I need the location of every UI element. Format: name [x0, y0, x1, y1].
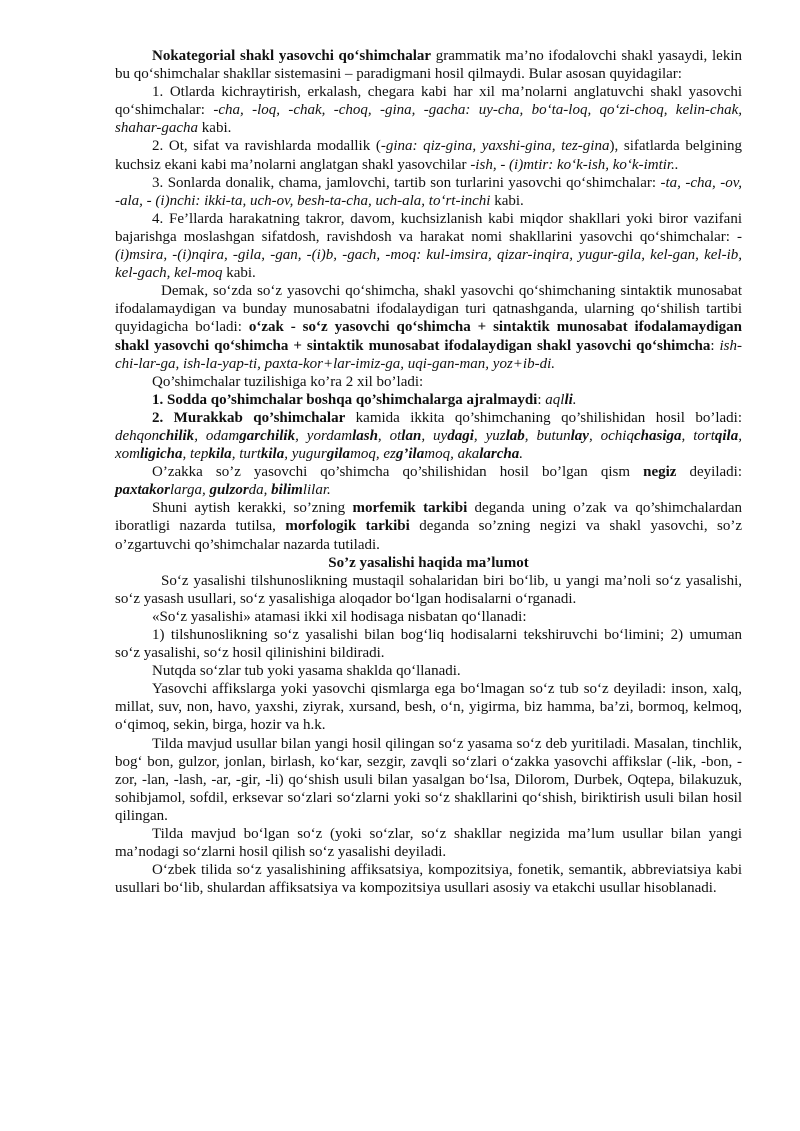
text-run: , yordam — [295, 427, 353, 444]
text-run: moq, ez — [350, 446, 396, 463]
text-run: , uy — [421, 427, 448, 444]
paragraph — [115, 735, 742, 825]
text-run: 1. Sodda qo’shimchalar boshqa qo’shimchalarga ajralmaydi — [152, 391, 538, 408]
paragraph — [115, 47, 742, 83]
text-run: Tilda mavjud usullar bilan yangi hosil qilingan so‘z yasama so‘z deb yuritiladi. Masalan, tinchlik, bog‘ bon, gulzor, jonlan, birlash, ko‘kar, sezgir, zavqli so‘zlari o‘zakka yasovchi affikslar (-lik, -bon, -zor, -lan, -lash, -ar, -gir, -li) qo‘shish usuli bilan yasalgan bo‘lsa, Dilorom, Durbek, Oqtepa, bilakuzuk, sohibjamol, sofdil, erksevar so‘zlari so‘zlarni yoki so‘z shakllarini qo‘shish, biriktirish usuli bilan hosil qilingan. — [115, 735, 742, 824]
text-run: 2. Ot, sifat va ravishlarda modallik ( — [152, 138, 381, 155]
text-run: ), sifatlarda belgining kuchsiz ekani kabi ma’nolarni anglatgan shakl yasovchilar — [115, 138, 742, 173]
text-run: O’zakka so’z yasovchi qo’shimcha qo’shilishidan hosil bo’lgan qism — [152, 464, 644, 481]
text-run: bilim — [271, 482, 303, 499]
text-run: li — [564, 391, 573, 408]
text-run: gulzor — [209, 482, 249, 499]
text-run: , odam — [194, 427, 240, 444]
text-run: kamida ikkita qo’shimchaning qo’shilishidan hosil bo’ladi: — [345, 409, 742, 426]
text-run: Demak, so‘zda so‘z yasovchi qo‘shimcha, shakl yasovchi qo‘shimchaning sintaktik munosabat ifodalamaydigan va bunday munosabatni ifodalaydigan turi qatnashganda, ularning qo‘shilish tartibi quyidagicha bo‘ladi: — [115, 283, 742, 336]
text-run: , xom — [115, 427, 742, 463]
text-run: paxtakor — [115, 482, 171, 499]
section-heading — [115, 554, 742, 572]
paragraph — [115, 572, 742, 608]
text-run: deganda uning o’zak va qo’shimchalardan iboratligi nazarda tutilsa, — [115, 500, 743, 535]
paragraph — [115, 210, 742, 282]
text-run: chilik — [159, 427, 195, 444]
text-run: larcha — [479, 446, 520, 463]
text-run: 1. Otlarda kichraytirish, erkalash, chegara kabi har xil ma’nolarni anglatuvchi shakl yasovchi qo‘shimchalar: — [115, 84, 742, 119]
text-run: , ochiq — [588, 427, 634, 444]
text-run: grammatik ma’no ifodalovchi shakl yasaydi, lekin bu qo‘shimchalar shakllar sistemasini – paradigmani hosil qilmaydi. Bular asosan quyidagilar: — [115, 48, 742, 83]
text-run: : — [537, 391, 546, 408]
text-run: Yasovchi affikslarga yoki yasovchi qismlarga ega bo‘lmagan so‘z tub so‘z deyiladi: inson, xalq, millat, suv, non, havo, yaxshi, ziyrak, xursand, besh, o‘n, yigirma, biz hamma, ba’zi, bormoq, kelmoq, o‘qimoq, sekin, birga, hozir va h.k. — [115, 681, 742, 734]
text-run: 2. Murakkab qo’shimchalar — [152, 409, 346, 426]
text-run: , ot — [377, 427, 402, 444]
text-run: -ish, - (i)mtir: ko‘k-ish, ko‘k-imtir.. — [470, 156, 679, 173]
text-run: ligicha — [140, 446, 183, 463]
text-run: , yuz — [473, 427, 506, 444]
paragraph — [115, 373, 742, 391]
paragraph — [115, 137, 742, 173]
text-run: -cha, -loq, -chak, -choq, -gina, -gacha: uy-cha, bo‘ta-loq, qo‘zi-choq, kelin-chak, shahar-gacha — [115, 102, 742, 137]
text-run: kabi. — [490, 192, 524, 209]
text-run: 1) tilshunoslikning so‘z yasalishi bilan bog‘liq hodisalarni tekshiruvchi bo‘limini; 2) umuman so‘z yasalishi, so‘z hosil qilinishini bildiradi. — [115, 627, 742, 662]
text-run: gila — [326, 446, 351, 463]
paragraph — [115, 680, 742, 734]
text-run: g’ila — [395, 446, 425, 463]
text-run: ish-chi-lar-ga, ish-la-yap-ti, paxta-kor+lar-imiz-ga, uqi-gan-man, yoz+ib-di. — [115, 337, 742, 372]
text-run: kila — [260, 446, 285, 463]
text-run: 4. Fe’llarda harakatning takror, davom, kuchsizlanish kabi miqdor shakllari yoki biror vazifani bajarishga moslashgan sifatdosh, ravishdosh va harakat nomi shakllarini yasovchi qo‘shimchalar: — [115, 210, 742, 245]
paragraph — [115, 409, 742, 463]
text-run: , butun — [524, 427, 571, 444]
text-run: lan — [401, 427, 422, 444]
text-run: larga, — [170, 482, 210, 499]
paragraph — [115, 499, 742, 553]
text-run: garchilik — [239, 427, 296, 444]
text-run: -(i)msira, -(i)nqira, -gila, -gan, -(i)b, -gach, -moq: kul-imsira, qizar-inqira, yugur-gila, kel-gan, kel-ib, kel-gach, kel-moq — [115, 228, 742, 282]
text-run: kabi. — [222, 265, 256, 282]
text-run: deyiladi: — [676, 464, 742, 481]
paragraph — [115, 608, 742, 626]
text-run: moq, aka — [424, 446, 480, 463]
text-run: -gina: qiz-gina, yaxshi-gina, tez-gina — [380, 138, 610, 155]
text-run: deganda so’zning negizi va shakl yasovchi, so’z o’zgartuvchi qo’shimchalar nazarda tutiladi. — [115, 518, 742, 553]
text-run: , tort — [681, 427, 715, 444]
text-run: , yugur — [284, 446, 327, 463]
document-body — [115, 47, 742, 897]
text-run: chasiga — [633, 427, 682, 444]
paragraph — [115, 626, 742, 662]
text-run: . — [519, 446, 523, 463]
text-run: qila — [714, 427, 739, 444]
text-run: 3. Sonlarda donalik, chama, jamlovchi, tartib son turlarini yasovchi qo‘shimchalar: — [152, 174, 661, 191]
text-run: dagi — [447, 427, 474, 444]
text-run: , turt — [231, 446, 261, 463]
text-run: . — [572, 391, 577, 408]
text-run: lab — [505, 427, 525, 444]
text-run: O‘zbek tilida so‘z yasalishining affiksatsiya, kompozitsiya, fonetik, semantik, abbreviatsiya kabi usullari bo‘lib, shulardan affiksatsiya va kompozitsiya usullari asosiy va etakchi usullar hisoblanadi. — [115, 862, 742, 897]
paragraph — [115, 463, 742, 499]
paragraph — [115, 825, 742, 861]
text-run: «So‘z yasalishi» atamasi ikki xil hodisaga nisbatan qo‘llanadi: — [152, 608, 527, 625]
text-run: dehqon — [115, 427, 160, 444]
paragraph — [115, 174, 742, 210]
text-run: , tep — [182, 446, 209, 463]
text-run: Tilda mavjud bo‘lgan so‘z (yoki so‘zlar, so‘z shakllar negizida ma’lum usullar bilan yangi ma’nodagi so‘zlarni hosil qilish so‘z yasalishi deyiladi. — [115, 826, 742, 861]
text-run: morfemik tarkibi — [352, 500, 468, 517]
text-run: negiz — [643, 464, 677, 481]
text-run: aql — [545, 391, 565, 408]
text-run: lilar. — [302, 482, 331, 499]
text-run: kila — [208, 446, 232, 463]
paragraph — [115, 282, 742, 372]
text-run: -ta, -cha, -ov, -ala, - (i)nchi: ikki-ta, uch-ov, besh-ta-cha, uch-ala, to‘rt-inchi — [115, 174, 742, 209]
paragraph — [115, 391, 742, 409]
text-run: Qo’shimchalar tuzilishiga ko’ra 2 xil bo’ladi: — [152, 373, 424, 390]
text-run: o‘zak - so‘z yasovchi qo‘shimcha + sintaktik munosabat ifodalamaydigan shakl yasovchi qo‘shimcha + sintaktik munosabat ifodalaydigan shakl yasovchi qo‘shimcha — [115, 319, 743, 354]
text-run: Nokategorial shakl yasovchi qo‘shimchalar — [152, 48, 432, 64]
text-run: So’z yasalishi haqida ma’lumot — [328, 554, 529, 571]
text-run: So‘z yasalishi tilshunoslikning mustaqil sohalaridan biri bo‘lib, u yangi ma’noli so‘z yasalishi, so‘z yasash usullari, so‘z yasalishiga aloqador bo‘lgan hodisalarni o‘rganadi. — [115, 572, 742, 607]
paragraph — [115, 861, 742, 897]
text-run: kabi. — [198, 120, 232, 137]
text-run: morfologik tarkibi — [285, 518, 410, 535]
text-run: lay — [570, 427, 589, 444]
paragraph — [115, 662, 742, 680]
text-run: da, — [248, 482, 272, 499]
text-run: Nutqda so‘zlar tub yoki yasama shaklda qo‘llanadi. — [152, 663, 461, 680]
text-run: : — [710, 337, 720, 354]
text-run: lash — [352, 427, 378, 444]
text-run: Shuni aytish kerakki, so’zning — [152, 500, 353, 517]
paragraph — [115, 83, 742, 137]
